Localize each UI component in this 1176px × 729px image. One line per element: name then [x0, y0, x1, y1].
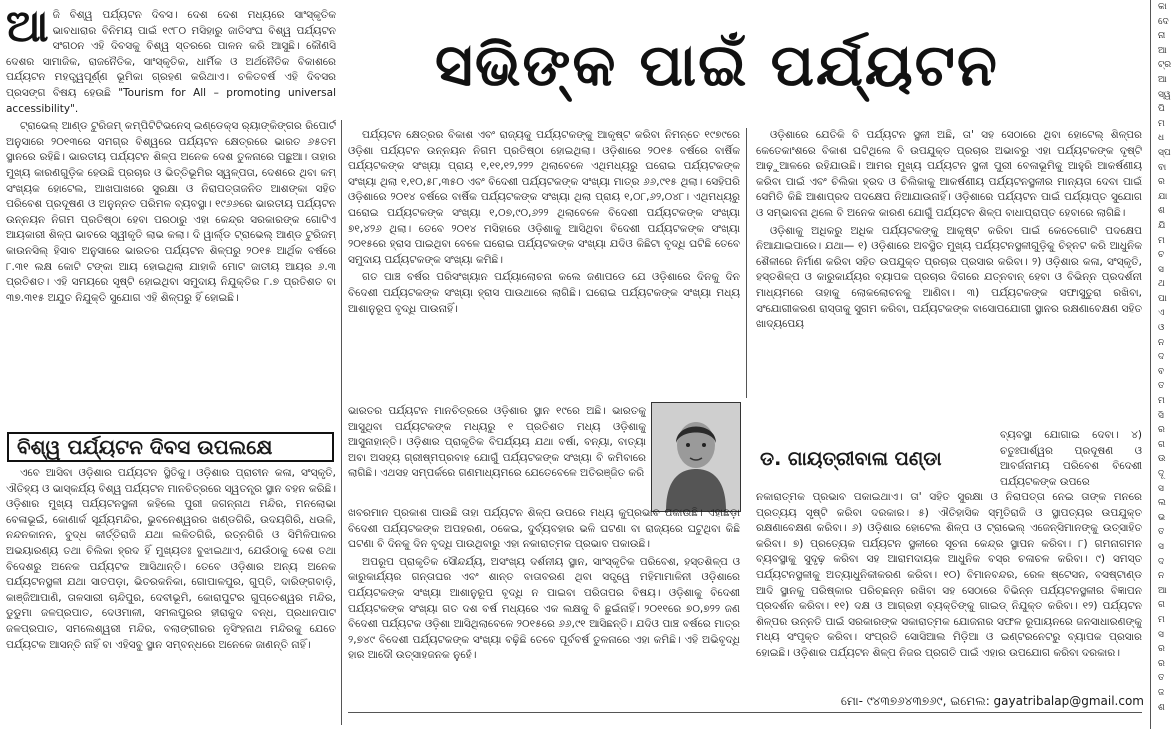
strip-fragment: ମ	[1158, 614, 1165, 625]
five-year-paragraph: ଗତ ପାଞ୍ଚ ବର୍ଷର ପରିସଂଖ୍ୟାନ ପର୍ଯ୍ୟାଲୋଚନା କଲେ ଜଣାପଡେ ଯେ ଓଡ଼ିଶାରେ ଦିନକୁ ଦିନ ବିଦେଶୀ ପର୍ଯ୍ୟଟକଙ୍କ ସଂଖ୍ୟା ହ୍ରାସ ପାଉଥାରେ ଲାଗିଛି। ଘରୋଇ ପର୍ଯ୍ୟଟକଙ୍କ ସଂଖ୍ୟା ମଧ୍ୟ ଆଶାନୁରୂପ ବୃଦ୍ଧି ପାଉନାହିଁ।	[348, 271, 740, 315]
strip-fragment: ର	[1158, 177, 1165, 188]
strip-fragment: ଗ	[1158, 600, 1165, 611]
strip-fragment: ସ୍ପ	[1158, 147, 1171, 158]
strip-fragment: ତ	[1158, 381, 1165, 392]
strip-fragment: ଶ	[1158, 206, 1165, 217]
strip-fragment: ଜ	[1158, 687, 1165, 698]
column-2-top	[348, 128, 740, 404]
strip-fragment: ସ	[1158, 629, 1164, 640]
strip-fragment: ବ	[1158, 366, 1165, 377]
strip-fragment: ପି	[1158, 104, 1165, 115]
strip-fragment: ସ	[1158, 483, 1164, 494]
strip-fragment: ଧ	[1158, 133, 1165, 144]
strip-fragment: ଦୂ	[1158, 469, 1165, 479]
strip-fragment: ଏ	[1158, 308, 1165, 319]
strip-fragment: ମ	[1158, 118, 1165, 129]
strip-fragment: କା	[1158, 2, 1167, 12]
strip-fragment: ସି	[1158, 410, 1164, 421]
strip-fragment: ତ	[1158, 673, 1165, 684]
strip-fragment: ଚ	[1158, 250, 1165, 261]
strip-fragment: ନ	[1158, 337, 1165, 348]
strip-fragment: ର	[1158, 658, 1165, 669]
drop-cap: ଆ	[6, 8, 49, 52]
strip-fragment: ଓ	[1158, 323, 1165, 334]
strip-fragment: ପା	[1158, 293, 1167, 304]
steps-list-paragraph: ନକାରାତ୍ମକ ପ୍ରଭାବ ପକାଇଥାଏ। ତା' ସହିତ ସୁରକ୍ଷା ଓ ନିରାପତ୍ତା ନେଇ ତାଙ୍କ ମନରେ ପ୍ରତ୍ୟୟ ସୃଷ୍ଟି କରିବା ଦରକାର। ୫) ଐତିହାସିକ ସ୍ମୃତିରାଜି ଓ ସ୍ଥାପତ୍ୟର ଉପଯୁକ୍ତ ରକ୍ଷଣାବେକ୍ଷଣ କରିବା। ୬) ଓଡ଼ିଶାର ହୋଟେଲ ଶିଳ୍ପ ଓ ଟ୍ରାଭେଲ୍ ଏଜେନ୍ସିମାନଙ୍କୁ ଉତ୍ସାହିତ କରିବା। ୭) ପ୍ରତ୍ୟେକ ପର୍ଯ୍ୟଟନ ସ୍ଥଳୀରେ ସୂଚନା କେନ୍ଦ୍ର ସ୍ଥାପନ କରିବା। ୮) ଗମନାଗମନ ବ୍ୟବସ୍ଥାକୁ ସୁଦୃଢ଼ କରିବା ସହ ଆରାମଦାୟକ ଆଧୁନିକ ବସ୍‌ର ଚଳାଚଳ କରିବା। ୯) ସମସ୍ତ ପର୍ଯ୍ୟଟନସ୍ଥଳୀକୁ ଅତ୍ୟାଧୁନିକୀକରଣ କରିବା। ୧୦) ବିମାନବନ୍ଦର, ରେଳ ଷ୍ଟେସନ, ବସଷ୍ଟାଣ୍ଡ ଆଦି ସ୍ଥାନକୁ ପରିଷ୍କାର ପରିଚ୍ଛନ୍ନ ରଖିବା ସହ ସେଠାରେ ବିଭିନ୍ନ ପର୍ଯ୍ୟଟନସ୍ଥଳୀର ବିଜ୍ଞାପନ ପ୍ରଦର୍ଶନ କରିବା। ୧୧) ଦକ୍ଷ ଓ ଆଗ୍ରହୀ ବ୍ୟକ୍ତିଙ୍କୁ ଗାଇଡ୍ ନିଯୁକ୍ତ କରିବା। ୧୨) ପର୍ଯ୍ୟଟନ ଶିଳ୍ପର ଉନ୍ନତି ପାଇଁ ସରକାରଙ୍କ ସକାରାତ୍ମକ ଯୋଜନାର ସଫଳ ରୂପାୟନରେ ଜନସାଧାରଣଙ୍କୁ ମଧ୍ୟ ସଂପୃକ୍ତ କରିବା। ସଂପ୍ରତି ସୋସିଆଲ ମିଡ଼ିଆ ଓ ଇଣ୍ଟରନେଟରୁ ବ୍ୟାପକ ପ୍ରସାର ହୋଇଛି। ଓଡ଼ିଶାର ପର୍ଯ୍ୟଟନ ଶିଳ୍ପ ନିଜର ପ୍ରଗତି ପାଇଁ ଏହାର ଉପଯୋଗ କରିବା ଦରକାର।	[756, 491, 1142, 659]
strip-fragment: ଭ	[1158, 512, 1166, 523]
strip-fragment: ଯି	[1158, 220, 1166, 231]
bottom-rule	[348, 712, 1142, 713]
column-divider-1	[341, 120, 342, 725]
column-divider-2	[746, 128, 747, 398]
steps-paragraph: ଓଡ଼ିଶାକୁ ଅଧିକରୁ ଅଧିକ ପର୍ଯ୍ୟଟକଙ୍କୁ ଆକୃଷ୍ଟ କରିବା ପାଇଁ କେତେଗୋଟି ପଦକ୍ଷେପ ନିଆଯାଇପାରେ। ଯଥା— ୧) ଓଡ଼ିଶାରେ ଅବସ୍ଥିତ ମୁଖ୍ୟ ପର୍ଯ୍ୟଟନସ୍ଥଳୀଗୁଡ଼ିକୁ ଚିହ୍ନଟ କରି ଆଧୁନିକ ଶୈଳୀରେ ନିର୍ମାଣ କରିବା ସହିତ ଉପଯୁକ୍ତ ପ୍ରଚାର ପ୍ରସାର କରିବା। ୨) ଓଡ଼ିଶାର କଳା, ସଂସ୍କୃତି, ହସ୍ତଶିଳ୍ପ ଓ କାରୁକାର୍ଯ୍ୟର ବ୍ୟାପକ ପ୍ରଚାର ଦିଗରେ ଯତ୍ନବାନ୍ ହେବା ଓ ବିଭିନ୍ନ ପ୍ରଦର୍ଶନୀ ମାଧ୍ୟମରେ ତାହାକୁ ଲୋକଲୋଚନକୁ ଆଣିବା। ୩) ପର୍ଯ୍ୟଟକଙ୍କ ସଫାସୁତୁରା ରଖିବା, ସଂଯୋଗୀକରଣ ରାସ୍ତାକୁ ସୁଗମ କରିବା, ପର୍ଯ୍ୟଟକଙ୍କ ବାସୋପଯୋଗୀ ସ୍ଥାନର ରକ୍ଷଣାବେକ୍ଷଣ ସହିତ ଖାଦ୍ୟପେୟ	[756, 224, 1142, 331]
column-1-body	[6, 466, 336, 724]
column-3-wrap	[1000, 428, 1142, 490]
strip-fragment: ଥ	[1158, 279, 1165, 290]
strip-fragment: ସ୍ୱ	[1158, 89, 1171, 100]
strip-fragment: ର	[1158, 644, 1165, 655]
strip-fragment: ଟ୍ର	[1158, 60, 1172, 71]
strip-fragment: ତ	[1158, 527, 1165, 538]
strip-fragment: ଯା	[1158, 191, 1168, 202]
strip-fragment: ଲ	[1158, 498, 1166, 509]
strip-fragment: ଦ	[1158, 352, 1165, 363]
column-2-wrap	[348, 404, 646, 506]
strip-fragment: ଉ	[1158, 454, 1166, 465]
adjacent-article-strip	[1158, 0, 1176, 729]
subheading-box	[7, 432, 334, 462]
subheading: ବିଶ୍ୱ ପର୍ଯ୍ୟଟନ ଦିବସ ଉପଲକ୍ଷେ	[17, 435, 273, 459]
column-3-top	[756, 128, 1142, 428]
strip-fragment: ଦ	[1158, 556, 1165, 567]
author-contact: ମୋ- ୯୪୩୭୬୪୩୭୬୯, ଇମେଲ: gayatribalap@gmail.com	[840, 694, 1144, 708]
strip-fragment: ନା	[1158, 31, 1166, 42]
ranking-paragraph: ଟ୍ରାଭେଲ୍ ଆଣ୍ଡ ଟୁରିଜମ୍ କମ୍ପିଟିଟିଭନେସ୍ ଇଣ୍ଡେକ୍ସ ର୍‍ୟାଙ୍କିଙ୍ଗର ରିପୋର୍ଟ ଅନୁସାରେ ୨୦୧୩ରେ ସମଗ୍ର ବିଶ୍ୱରେ ପର୍ଯ୍ୟଟନ କ୍ଷେତ୍ରରେ ଭାରତ ୬୫ତମ ସ୍ଥାନରେ ରହିଛି। ଭାରତୀୟ ପର୍ଯ୍ୟଟନ ଶିଳ୍ପ ଅନେକ ଦେଶ ତୁଳନାରେ ପଛୁଆ। ତାହାର ମୁଖ୍ୟ କାରଣଗୁଡ଼ିକ ହେଉଛି ପ୍ରଚାର ଓ ଭିତ୍ତିଭୂମିର ସ୍ୱଳ୍ପତା, ଦେଶରେ ଥିବା କମ୍ ସଂଖ୍ୟକ ହୋଟେଲ, ଆଖପାଖରେ ସୁରକ୍ଷା ଓ ନିରାପତ୍ତାଜନିତ ଆଶଙ୍କା ସହିତ ପରିବେଶ ପ୍ରଦୂଷଣ ଓ ଅନୁନ୍ନତ ପରିମଳ ବ୍ୟବସ୍ଥା। ୧୯୬୬ରେ ଭାରତୀୟ ପର୍ଯ୍ୟଟନ ଉନ୍ନୟନ ନିଗମ ପ୍ରତିଷ୍ଠା ହେବା ପରଠାରୁ ଏହା କେନ୍ଦ୍ର ସରକାରଙ୍କ ଗୋଟିଏ ଆୟକାରୀ ଶିଳ୍ପ ଭାବରେ ସ୍ୱୀକୃତି ଲାଭ କଲା। ଦି ୱାର୍ଲ୍ଡ ଟ୍ରାଭେଲ୍ ଆଣ୍ଡ ଟୁରିଜମ୍ କାଉନସିଲ୍ ହିସାବ ଅନୁସାରେ ଭାରତର ପର୍ଯ୍ୟଟନ ଶିଳ୍ପରୁ ୨୦୧୫ ଆର୍ଥିକ ବର୍ଷରେ ୮.୩୧ ଲକ୍ଷ କୋଟି ଟଙ୍କା ଆୟ ହୋଇଥିଲା ଯାହାକି ମୋଟ ଜାତୀୟ ଆୟର ୬.୩ ପ୍ରତିଶତ। ଏହି ସମୟରେ ସୃଷ୍ଟି ହୋଇଥିବା ସମୁଦାୟ ନିଯୁକ୍ତିର ୮.୭ ପ୍ରତିଶତ ବା ୩୭.୩୧୫ ଅଯୁତ ନିଯୁକ୍ତି ସୁଯୋଗ ଏହି ଶିଳ୍ପରୁ ହିଁ ହୋଇଛି।	[6, 120, 336, 304]
media-paragraph: ଖବରମାନ ପ୍ରକାଶ ପାଉଛି ତାହା ପର୍ଯ୍ୟଟନ ଶିଳ୍ପ ଉପରେ ମଧ୍ୟ କୁପ୍ରଭାବ ପକାଉଛି। ଏହାଛଡ଼ା ବିଦେଶୀ ପର୍ଯ୍ୟଟକଙ୍କ ଅପହରଣ, ଠକେଇ, ଦୁର୍ବ୍ୟବହାର ଭଳି ଘଟଣା ବା ରାଜ୍ୟରେ ଘଟୁଥିବା କିଛି ଘଟଣା ବି ଦିନକୁ ଦିନ ବୃଦ୍ଧି ପାଉଥିବାରୁ ଏହା ନକାରାତ୍ମକ ପ୍ରଭାବ ପକାଉଛି।	[348, 507, 740, 551]
steps-continued: ବ୍ୟବସ୍ଥା ଯୋଗାଇ ଦେବା। ୪) ଚତୁଃପାର୍ଶ୍ୱର ପ୍ରଦୂଷଣ ଓ ଆବର୍ଜନାମୟ ପରିବେଶ ବିଦେଶୀ ପର୍ଯ୍ୟଟକଙ୍କ ଉପରେ	[1000, 429, 1142, 488]
intro-paragraph: ଜି ବିଶ୍ୱ ପର୍ଯ୍ୟଟନ ଦିବସ। ଦେଶ ଦେଶ ମଧ୍ୟରେ ସାଂସ୍କୃତିକ ଭାବଧାରାର ବିନିମୟ ପାଇଁ ୧୯୮୦ ମସିହାରୁ ଜାତିସଂଘ ବିଶ୍ୱ ପର୍ଯ୍ୟଟନ ସଂଗଠନ ଏହି ଦିବସକୁ ବିଶ୍ୱ ସ୍ତରରେ ପାଳନ କରି ଆସୁଛି। କୌଣସି ଦେଶର ସାମାଜିକ, ରାଜନୈତିକ, ସାଂସ୍କୃତିକ, ଧାର୍ମିକ ଓ ଅର୍ଥନୈତିକ ବିକାଶରେ ପର୍ଯ୍ୟଟନ ମହତ୍ତ୍ୱପୂର୍ଣ୍ଣ ଭୂମିକା ଗ୍ରହଣ କରିଥାଏ। ଚଳିତବର୍ଷ ଏହି ଦିବସର ପ୍ରସଙ୍ଗ ବିଷୟ ହେଉଛି "Tourism for All – promoting universal accessibility".	[6, 9, 336, 115]
strip-fragment: ସ	[1158, 264, 1164, 275]
publicity-paragraph: ଓଡ଼ିଶାରେ ଯେତିକି ବି ପର୍ଯ୍ୟଟନ ସ୍ଥଳୀ ଅଛି, ତା' ସହ ସେଠାରେ ଥିବା ହୋଟେଲ୍ ଶିଳ୍ପର କେତେକାଂଶରେ ବିକାଶ ଘଟିଥିଲେ ବି ଉପଯୁକ୍ତ ପ୍ରଚାର ଅଭାବରୁ ଏହା ପର୍ଯ୍ୟଟକଙ୍କ ଦୃଷ୍ଟି ଆଢ଼ୁଆଳରେ ରହିଯାଉଛି। ଆମର ମୁଖ୍ୟ ପର୍ଯ୍ୟଟନ ସ୍ଥଳୀ ପୁରୀ ବେଳାଭୂମିକୁ ଆହୁରି ଆକର୍ଷଣୀୟ କରିବା ପାଇଁ ଏବଂ ଚିଲିକା ହ୍ରଦ ଓ ଚିଲିକାକୁ ଆକର୍ଷଣୀୟ ପର୍ଯ୍ୟଟନସ୍ଥଳୀର ମାନ୍ୟତା ଦେବା ପାଇଁ ସେମିତି କିଛି ଆଶାପ୍ରଦ ପଦକ୍ଷେପ ନିଆଯାଉନାହିଁ। ଓଡ଼ିଶାରେ ପର୍ଯ୍ୟଟନ ପାଇଁ ପର୍ଯ୍ୟାପ୍ତ ସୁଯୋଗ ଓ ସମ୍ଭାବନା ଥିଲେ ବି ଅନେକ କାରଣ ଯୋଗୁଁ ପର୍ଯ୍ୟଟନ ଶିଳ୍ପ ବାଧାପ୍ରାପ୍ତ ହେବାରେ ଲାଗିଛି।	[756, 129, 1142, 219]
column-1-intro	[6, 8, 336, 428]
strip-fragment: ଆ	[1158, 45, 1167, 56]
headline: ସଭିଙ୍କ ପାଇଁ ପର୍ଯ୍ୟଟନ	[435, 31, 999, 99]
strip-fragment: ସ	[1158, 541, 1164, 552]
strip-fragment: ଦେ	[1158, 16, 1169, 27]
strip-fragment: ଶ	[1158, 702, 1165, 713]
strip-fragment: ର	[1158, 425, 1165, 436]
strip-fragment: ବା	[1158, 162, 1167, 173]
author-name: ଡ. ଗାୟତ୍ରୀବାଳା ପଣ୍ଡା	[760, 448, 942, 470]
column-2-bottom	[348, 506, 740, 706]
right-edge-rule	[1150, 0, 1151, 729]
strip-fragment: ଆ	[1158, 74, 1167, 85]
column-3-bottom	[756, 490, 1142, 690]
odisha-sites-paragraph: ଏବେ ଆସିବା ଓଡ଼ିଶାର ପର୍ଯ୍ୟଟନ ସ୍ଥିତିକୁ। ଓଡ଼ିଶାର ପ୍ରାଚୀନ କଳା, ସଂସ୍କୃତି, ଐତିହ୍ୟ ଓ ଭାସ୍କର୍ଯ୍ୟ ବିଶ୍ୱ ପର୍ଯ୍ୟଟନ ମାନଚିତ୍ରରେ ସ୍ୱତନ୍ତ୍ର ସ୍ଥାନ ବହନ କରିଛି। ଓଡ଼ିଶାର ମୁଖ୍ୟ ପର୍ଯ୍ୟଟନସ୍ଥଳୀ କହିଲେ ପୁରୀ ଜଗନ୍ନାଥ ମନ୍ଦିର, ମନଲୋଭା ବେଳାଭୂଇଁ, କୋଣାର୍କ ସୂର୍ଯ୍ୟମନ୍ଦିର, ଭୁବନେଶ୍ୱରର ଖଣ୍ଡଗିରି, ଉଦୟଗିରି, ଧଉଳି, ନନ୍ଦନକାନନ, ବୁଦ୍ଧ କୀର୍ତ୍ତିରାଜି ଯଥା ଲଳିତଗିରି, ରତ୍ନଗିରି ଓ ସିମିଳିପାଳର ଅଭୟାରଣ୍ୟ ତଥା ଚିଲିକା ହ୍ରଦ ହିଁ ମୁଖ୍ୟତଃ ବୁଝାଇଥାଏ, ଯେଉଁଠାକୁ ଦେଶ ତଥା ବିଦେଶରୁ ଅନେକ ପର୍ଯ୍ୟଟକ ଆସିଥାନ୍ତି। ତେବେ ଓଡ଼ିଶାର ଅନ୍ୟ ଅନେକ ପର୍ଯ୍ୟଟନସ୍ଥଳୀ ଯଥା ସାତପଡ଼ା, ଭିତରକନିକା, ଗୋପାଳପୁର, ଗୁପ୍ତି, ଦାରିଙ୍ଗବାଡ଼ି, କାଞ୍ଜିଆପାଣି, ତାଳସାରୀ ଚାନ୍ଦିପୁର, ଦେବୀଭୂମି, କୋରାପୁଟର ଗୁପ୍ତେଶ୍ୱର ମନ୍ଦିର, ଡୁଡୁମା ଜଳପ୍ରପାତ, ଦେଓମାଳୀ, ସମଲପୁରର ହୀରାକୁଦ ବନ୍ଧ, ପ୍ରଧାନପାଟ ଜଳପ୍ରପାତ, ସମଲେଶ୍ୱରୀ ମନ୍ଦିର, ବଲାଙ୍ଗୀରର ନୃସିଂହନାଥ ମନ୍ଦିରକୁ ଯେତେ ପର୍ଯ୍ୟଟକ ଆସନ୍ତି ନାହିଁ ବା ଏହିସବୁ ସ୍ଥାନ ସମ୍ବନ୍ଧରେ ଅନେକେ ଜାଣନ୍ତି ନାହିଁ।	[6, 467, 336, 651]
strip-fragment: ଗ	[1158, 439, 1165, 450]
strip-fragment: ମ	[1158, 396, 1165, 407]
ranking-odisha-paragraph: ଭାରତର ପର୍ଯ୍ୟଟନ ମାନଚିତ୍ରରେ ଓଡ଼ିଶାର ସ୍ଥାନ ୧୯ରେ ଅଛି। ଭାରତକୁ ଆସୁଥିବା ପର୍ଯ୍ୟଟକଙ୍କ ମଧ୍ୟରୁ ୧ ପ୍ରତିଶତ ମଧ୍ୟ ଓଡ଼ିଶାକୁ ଆସୁନାହାନ୍ତି। ଓଡ଼ିଶାର ପ୍ରାକୃତିକ ବିପର୍ଯ୍ୟୟ ଯଥା ବର୍ଷା, ବନ୍ୟା, ବାତ୍ୟା ଅବା ଅସହ୍ୟ ଗ୍ରୀଷ୍ମପ୍ରବାହ ଯୋଗୁଁ ପର୍ଯ୍ୟଟକଙ୍କ ସଂଖ୍ୟା ବି କମିବାରେ ଲାଗିଛି। ଏଥସହ ସମ୍ପର୍କରେ ଗଣମାଧ୍ୟମରେ ଯେତେବେଳେ ଅତିରଞ୍ଜିତ କରି	[348, 405, 646, 480]
natural-beauty-paragraph: ଅପରୂପ ପ୍ରାକୃତିକ ସୌନ୍ଦର୍ଯ୍ୟ, ଅସଂଖ୍ୟ ଦର୍ଶନୀୟ ସ୍ଥାନ, ସାଂସ୍କୃତିକ ପରିବେଶ, ହସ୍ତଶିଳ୍ପ ଓ କାରୁକାର୍ଯ୍ୟର ଗନ୍ତାଘର ଏବଂ ଶାନ୍ତ ବାତାବରଣ ଥିବା ସତ୍ତ୍ୱେ ମହିମାମାଳିନୀ ଓଡ଼ିଶାରେ ପର୍ଯ୍ୟଟକଙ୍କ ସଂଖ୍ୟା ଆଶାନୁରୂପ ବୃଦ୍ଧି ନ ପାଇବା ପରିତାପର ବିଷୟ। ଓଡ଼ିଶାକୁ ବିଦେଶୀ ପର୍ଯ୍ୟଟକଙ୍କ ସଂଖ୍ୟା ଗତ ଦଶ ବର୍ଷ ମଧ୍ୟରେ ଏକ ଲକ୍ଷକୁ ବି ଛୁଇଁନାହିଁ। ୨୦୧୧ରେ ୭୦,୭୨୨ ଜଣ ବିଦେଶୀ ପର୍ଯ୍ୟଟକ ଓଡ଼ିଶା ଆସିଥିଲାବେଳେ ୨୦୧୫ରେ ୬୬,୯୧ ଆସିଛନ୍ତି। ଯଦିଓ ପାଞ୍ଚ ବର୍ଷରେ ମାତ୍ର ୨,୭୪୯ ବିଦେଶୀ ପର୍ଯ୍ୟଟକଙ୍କ ସଂଖ୍ୟା ବଢ଼ିଛି ତେବେ ପୂର୍ବବର୍ଷ ତୁଳନାରେ ଏହା କମିଛି। ଏହି ଅଭିବୃଦ୍ଧି ହାର ଆଦୌ ଉତ୍ସାହଜନକ ନୁହେଁ।	[348, 555, 740, 662]
strip-fragment: ମ	[1158, 235, 1165, 246]
strip-fragment: ଆ	[1158, 585, 1167, 596]
stats-paragraph: ପର୍ଯ୍ୟଟନ କ୍ଷେତ୍ରର ବିକାଶ ଏବଂ ରାଜ୍ୟକୁ ପର୍ଯ୍ୟଟକଙ୍କୁ ଆକୃଷ୍ଟ କରିବା ନିମନ୍ତେ ୧୯୭୯ରେ ଓଡ଼ିଶା ପର୍ଯ୍ୟଟନ ଉନ୍ନୟନ ନିଗମ ପ୍ରତିଷ୍ଠା ହୋଇଥିଲା। ଓଡ଼ିଶାରେ ୨୦୧୫ ବର୍ଷରେ ବାର୍ଷିକ ପର୍ଯ୍ୟଟକଙ୍କ ସଂଖ୍ୟା ପ୍ରାୟ ୧,୧୧,୧୨,୨୨୨ ଥିଲାବେଳେ ଏଥିମଧ୍ୟରୁ ଘରୋଇ ପର୍ଯ୍ୟଟକଙ୍କ ସଂଖ୍ୟା ଥିଲା ୧,୧୦,୫୮,୩୫୦ ଏବଂ ବିଦେଶୀ ପର୍ଯ୍ୟଟକଙ୍କ ସଂଖ୍ୟା ମାତ୍ର ୬୬,୯୧୫ ଥିଲା। ସେହିପରି ଓଡ଼ିଶାରେ ୨୦୧୪ ବର୍ଷରେ ବାର୍ଷିକ ପର୍ଯ୍ୟଟକଙ୍କ ସଂଖ୍ୟା ଥିଲା ପ୍ରାୟ ୧,୦୮,୬୨,୦୪୮। ଏଥିମଧ୍ୟରୁ ଘରୋଇ ପର୍ଯ୍ୟଟକଙ୍କ ସଂଖ୍ୟା ୧,୦୭,୯୦,୬୨୨ ଥିଲାବେଳେ ବିଦେଶୀ ପର୍ଯ୍ୟଟକଙ୍କ ସଂଖ୍ୟା ୭୧,୪୨୬ ଥିଲା। ତେବେ ୨୦୧୪ ମସିହାରେ ଓଡ଼ିଶାକୁ ଆସିଥିବା ବିଦେଶୀ ପର୍ଯ୍ୟଟକଙ୍କ ସଂଖ୍ୟା ୨୦୧୫ରେ ହ୍ରାସ ପାଇଥିବା ବେଳେ ଘରୋଇ ପର୍ଯ୍ୟଟକଙ୍କ ସଂଖ୍ୟା ଯଦିଓ କିଛିଟା ବୃଦ୍ଧି ଘଟିଛି ତେବେ ସମୁଦାୟ ପର୍ଯ୍ୟଟକଙ୍କ ସଂଖ୍ୟା କମିଛି।	[348, 129, 740, 266]
portrait-image	[652, 403, 740, 511]
strip-fragment: ନ	[1158, 571, 1165, 582]
author-photo	[651, 402, 741, 512]
